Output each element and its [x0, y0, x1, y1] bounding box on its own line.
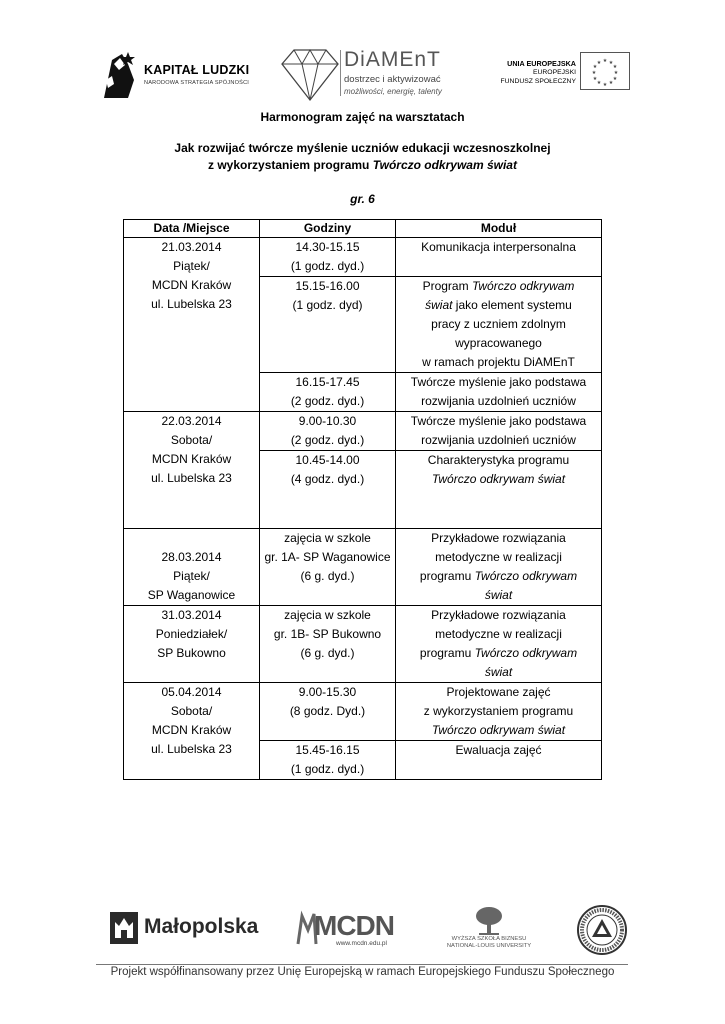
header-hours: Godziny: [260, 220, 396, 238]
diament-subtitle: dostrzec i aktywizować: [344, 74, 441, 85]
footer-divider: [96, 964, 628, 965]
table-row: [124, 529, 602, 606]
program-name: świat: [484, 665, 513, 679]
program-name: Twórczo odkrywam świat: [431, 723, 566, 737]
diament-title: DiAMEnT: [344, 48, 441, 71]
hours-count: (1 godz. dyd.): [290, 762, 365, 776]
university-seal-icon: [576, 904, 628, 956]
date-place-cell: [124, 683, 260, 780]
diament-tagline: możliwości, energię, talenty: [344, 87, 442, 96]
weekday: Sobota/: [170, 704, 213, 718]
module-line: [398, 567, 599, 586]
module-text: Projektowane zajęć: [446, 685, 551, 699]
place: SP Bukowno: [157, 646, 226, 660]
group-label: gr. 6: [350, 192, 375, 206]
hours-range: 16.15-17.45: [295, 375, 360, 389]
module-cell: [396, 238, 602, 277]
subtitle-prefix: z wykorzystaniem programu: [208, 158, 373, 172]
national-louis-university-seal: [576, 904, 628, 956]
address: ul. Lubelska 23: [151, 471, 232, 485]
hours-cell: [260, 683, 396, 741]
module-text: Twórcze myślenie jako podstawa: [410, 375, 587, 389]
table-row: [124, 606, 602, 683]
document-subtitle-line2: [0, 158, 725, 172]
module-text: jako element systemu: [452, 298, 572, 312]
eu-line1: UNIA EUROPEJSKA: [507, 59, 576, 68]
footer-funding-note: Projekt współfinansowany przez Unię Europejską w ramach Europejskiego Funduszu Społecznego: [110, 966, 615, 978]
svg-text:★: ★: [612, 76, 618, 82]
svg-text:★: ★: [592, 76, 598, 82]
date-place-cell: [124, 606, 260, 683]
table-row: [124, 412, 602, 451]
hours-range: 10.45-14.00: [295, 453, 360, 467]
date-place-cell: [124, 238, 260, 412]
diament-logo: [280, 44, 460, 104]
hours-count: (4 godz. dyd.): [290, 472, 365, 486]
wsb-name: WYŻSZA SZKOŁA BIZNESU: [451, 936, 527, 942]
subtitle-program-name: Twórczo odkrywam świat: [372, 158, 517, 172]
module-text: wypracowanego: [455, 336, 542, 350]
address: ul. Lubelska 23: [151, 297, 232, 311]
date: 28.03.2014: [161, 550, 222, 564]
kapital-ludzki-title: KAPITAŁ LUDZKI: [144, 63, 250, 77]
hours-range: 15.45-16.15: [295, 743, 360, 757]
weekday: Piątek/: [173, 569, 210, 583]
module-text: Przykładowe rozwiązania: [431, 608, 566, 622]
program-name: Twórczo odkrywam: [474, 646, 578, 660]
eu-flag-icon: [580, 52, 630, 90]
hours-cell: [260, 238, 396, 277]
module-cell: [396, 529, 602, 606]
hours-cell: [260, 741, 396, 780]
mcdn-text: MCDN: [314, 910, 394, 941]
place: MCDN Kraków: [151, 452, 232, 466]
hours-count: (6 g. dyd.): [300, 569, 355, 583]
document-title: Harmonogram zajęć na warsztatach: [260, 110, 465, 124]
date-place-cell: [124, 529, 260, 606]
module-text: Twórcze myślenie jako podstawa: [410, 414, 587, 428]
hours-label: zajęcia w szkole: [284, 531, 371, 545]
date: 22.03.2014: [161, 414, 222, 428]
module-line: [398, 296, 599, 315]
group-school: gr. 1A- SP Waganowice: [264, 550, 391, 564]
hours-cell: [260, 373, 396, 412]
program-name: świat: [425, 298, 453, 312]
hours-count: (6 g. dyd.): [300, 646, 355, 660]
table-row: [124, 683, 602, 741]
hours-cell: [260, 277, 396, 373]
program-name: Twórczo odkrywam: [471, 279, 575, 293]
address: ul. Lubelska 23: [151, 742, 232, 756]
hours-cell: [260, 412, 396, 451]
kapital-ludzki-emblem-icon: [98, 50, 140, 100]
module-line: [398, 277, 599, 296]
kapital-ludzki-subtitle: NARODOWA STRATEGIA SPÓJNOŚCI: [144, 80, 250, 86]
mcdn-logo: [296, 908, 396, 950]
nlu-name: NATIONAL-LOUIS UNIVERSITY: [446, 943, 532, 949]
document-subtitle-line1: Jak rozwijać twórcze myślenie uczniów edukacji wczesnoszkolnej: [174, 141, 551, 155]
date: 31.03.2014: [161, 608, 222, 622]
diament-divider: [340, 50, 341, 96]
eu-logo: [484, 52, 630, 92]
malopolska-logo: [110, 912, 262, 948]
eu-line3: FUNDUSZ SPOŁECZNY: [500, 78, 576, 85]
hours-cell: [260, 606, 396, 683]
date-place-cell: [124, 412, 260, 529]
svg-text:★: ★: [608, 80, 614, 86]
module-cell: [396, 683, 602, 741]
module-line: [398, 644, 599, 663]
date: 21.03.2014: [161, 240, 222, 254]
hours-cell: [260, 529, 396, 606]
module-cell: [396, 741, 602, 780]
module-text: rozwijania uzdolnień uczniów: [421, 394, 576, 408]
svg-text:★: ★: [596, 80, 602, 86]
mcdn-url: www.mcdn.edu.pl: [336, 940, 387, 947]
eu-line2: EUROPEJSKI: [532, 69, 576, 76]
weekday: Sobota/: [170, 433, 213, 447]
module-text: metodyczne w realizacji: [435, 627, 562, 641]
program-name: świat: [484, 588, 513, 602]
module-text: w ramach projektu DiAMEnT: [422, 355, 575, 369]
group-school: gr. 1B- SP Bukowno: [273, 627, 382, 641]
place: MCDN Kraków: [151, 278, 232, 292]
hours-cell: [260, 451, 396, 529]
wsb-nlu-logo: [436, 906, 542, 952]
hours-label: zajęcia w szkole: [284, 608, 371, 622]
module-text: Przykładowe rozwiązania: [431, 531, 566, 545]
header-module: Moduł: [396, 220, 602, 238]
module-text: z wykorzystaniem programu: [423, 704, 574, 718]
module-text: programu: [419, 569, 475, 583]
weekday: Piątek/: [173, 259, 210, 273]
svg-text:★: ★: [612, 64, 618, 70]
module-text: Charakterystyka programu: [427, 453, 570, 467]
module-cell: [396, 606, 602, 683]
program-name: Twórczo odkrywam świat: [431, 472, 566, 486]
hours-range: 15.15-16.00: [295, 279, 360, 293]
hours-count: (8 godz. Dyd.): [289, 704, 366, 718]
module-cell: [396, 277, 602, 373]
svg-text:★: ★: [608, 60, 614, 66]
module-text: rozwijania uzdolnień uczniów: [421, 433, 576, 447]
hours-count: (1 godz. dyd): [292, 298, 363, 312]
header-date-place: Data /Miejsce: [124, 220, 260, 238]
place: SP Waganowice: [147, 588, 236, 602]
hours-range: 9.00-15.30: [298, 685, 357, 699]
hours-count: (2 godz. dyd.): [290, 394, 365, 408]
module-text: pracy z uczniem zdolnym: [431, 317, 566, 331]
module-cell: [396, 451, 602, 529]
module-text: Komunikacja interpersonalna: [421, 240, 576, 254]
module-text: metodyczne w realizacji: [435, 550, 562, 564]
schedule-table: [123, 219, 602, 780]
diamond-icon: [280, 46, 340, 102]
program-name: Twórczo odkrywam: [474, 569, 578, 583]
module-text: programu: [419, 646, 475, 660]
hours-range: 14.30-15.15: [295, 240, 360, 254]
kapital-ludzki-logo: [98, 50, 268, 102]
malopolska-text: Małopolska: [144, 915, 259, 938]
hours-count: (2 godz. dyd.): [290, 433, 365, 447]
malopolska-emblem-icon: [110, 912, 138, 944]
module-cell: [396, 412, 602, 451]
svg-text:★: ★: [592, 64, 598, 70]
weekday: Poniedziałek/: [155, 627, 228, 641]
module-cell: [396, 373, 602, 412]
module-text: Ewaluacja zajęć: [455, 743, 542, 757]
svg-text:★: ★: [613, 70, 619, 76]
svg-text:★: ★: [602, 58, 608, 64]
hours-count: (1 godz. dyd.): [290, 259, 365, 273]
tree-icon: [469, 906, 509, 936]
table-row: [124, 238, 602, 277]
svg-text:★: ★: [596, 60, 602, 66]
module-text: Program: [422, 279, 472, 293]
svg-text:★: ★: [591, 70, 597, 76]
svg-text:★: ★: [602, 82, 608, 88]
place: MCDN Kraków: [151, 723, 232, 737]
hours-range: 9.00-10.30: [298, 414, 357, 428]
date: 05.04.2014: [161, 685, 222, 699]
table-header-row: [124, 220, 602, 238]
